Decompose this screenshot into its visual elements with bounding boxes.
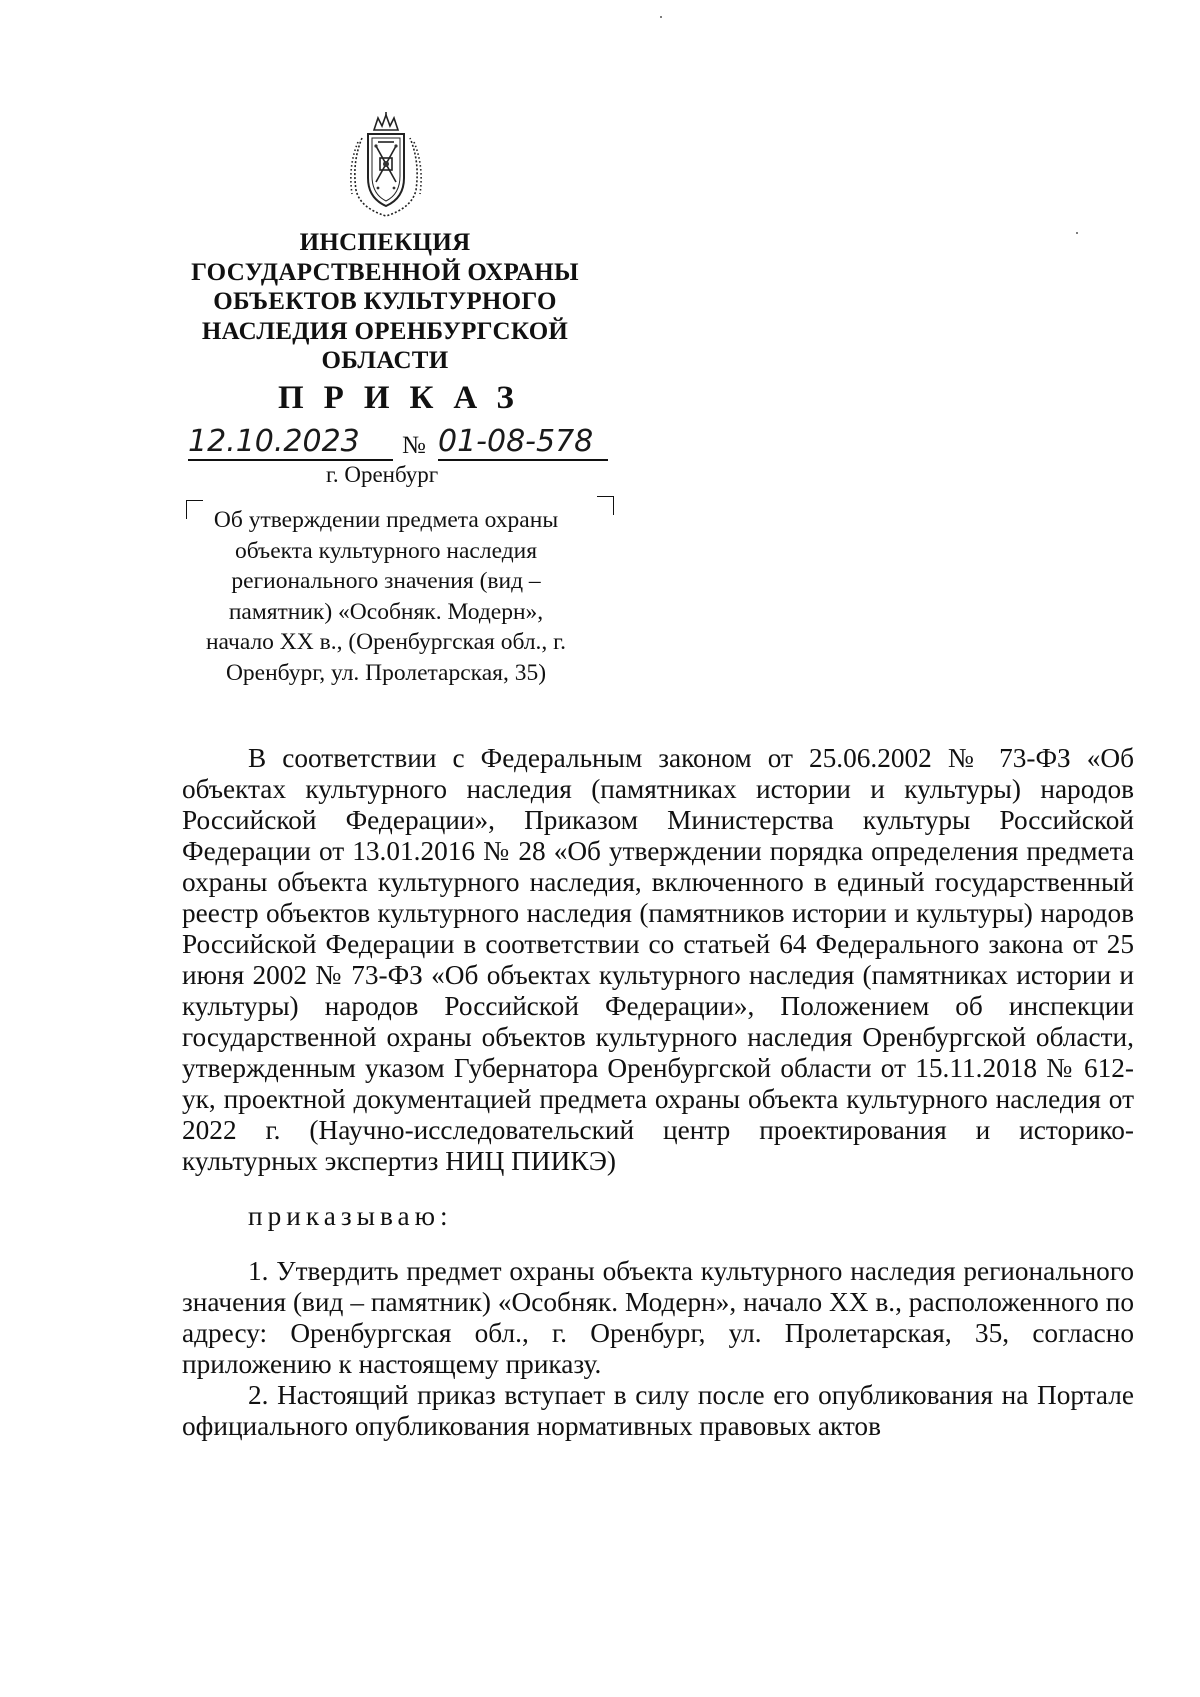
number-sign: № (402, 432, 426, 459)
subject-bracket-right (597, 496, 614, 515)
number-underline (438, 459, 608, 461)
org-line: ОБЛАСТИ (321, 347, 449, 374)
subject-line: регионального значения (вид – (231, 568, 541, 594)
subject-line: начало XX в., (Оренбургская обл., г. (205, 629, 567, 655)
org-line: НАСЛЕДИЯ ОРЕНБУРГСКОЙ (201, 317, 569, 345)
coat-of-arms-emblem (344, 112, 428, 218)
date-number-row (188, 424, 628, 464)
org-line: ОБЪЕКТОВ КУЛЬТУРНОГО (213, 288, 557, 315)
subject-line: Об утверждении предмета охраны (213, 507, 559, 533)
subject-line: памятник) «Особняк. Модерн», (228, 598, 544, 625)
city-name: г. Оренбург (326, 462, 439, 487)
order-directive: приказываю: (248, 1201, 453, 1231)
document-type-title: ПРИКАЗ (278, 380, 534, 416)
order-body (182, 743, 1134, 1442)
scan-speck (1076, 232, 1078, 234)
handwritten-date: 12.10.2023 (188, 424, 360, 459)
subject-line: объекта культурного наследия (234, 537, 538, 564)
order-item-1: 1. Утвердить предмет охраны объекта культурного наследия регионального значения (вид – памятник) «Особняк. Модерн», начало XX в., расположенного по адресу: Оренбургская обл., г. Оренбург, ул. Пролетарская, 35, согласно приложению к настоящему приказу. (182, 1256, 1134, 1379)
order-item-2: 2. Настоящий приказ вступает в силу после его опубликования на Портале официального опубликования нормативных правовых актов (182, 1380, 1134, 1441)
date-underline (188, 459, 393, 461)
scan-speck (660, 16, 662, 18)
subject-line: Оренбург, ул. Пролетарская, 35) (225, 659, 547, 686)
org-line: ГОСУДАРСТВЕННОЙ ОХРАНЫ (191, 258, 579, 286)
handwritten-number: 01-08-578 (438, 424, 594, 459)
organization-name (180, 228, 590, 376)
preamble-paragraph: В соответствии с Федеральным законом от 25.06.2002 № 73-ФЗ «Об объектах культурного наследия (памятниках истории и культуры) народов Российской Федерации», Приказом Министерства культуры Российской Федерации от 13.01.2016 № 28 «Об утверждении порядка определения предмета охраны объекта культурного наследия, включенного в единый государственный реестр объектов культурного наследия (памятников истории и культуры) народов Российской Федерации в соответствии со статьей 64 Федерального закона от 25 июня 2002 № 73-ФЗ «Об объектах культурного наследия (памятниках истории и культуры) народов Российской Федерации», Положением об инспекции государственной охраны объектов культурного наследия Оренбургской области, утвержденным указом Губернатора Оренбургской области от 15.11.2018 № 612-ук, проектной документацией предмета охраны объекта культурного наследия от 2022 г. (Научно-исследовательский центр проектирования и историко-культурных экспертиз НИЦ ПИИКЭ) (182, 743, 1134, 1176)
org-line: ИНСПЕКЦИЯ (299, 229, 471, 256)
order-subject (196, 505, 576, 688)
